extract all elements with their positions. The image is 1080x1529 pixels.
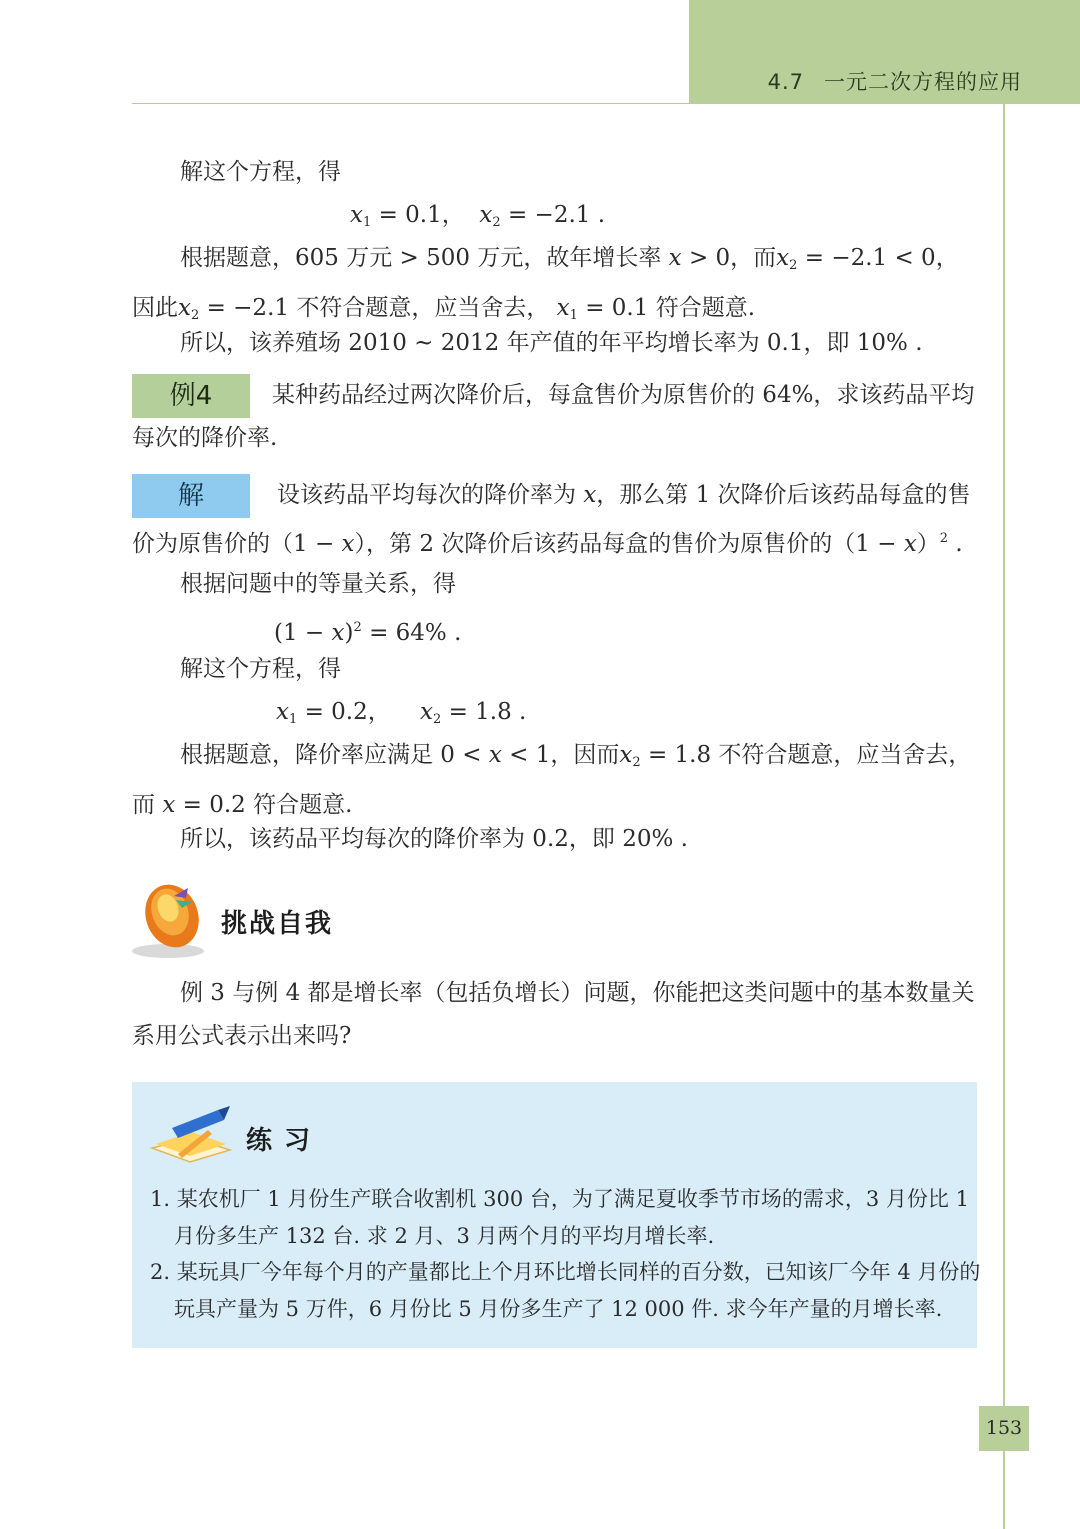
example-4-problem: 某种药品经过两次降价后，每盒售价为原售价的 64%，求该药品平均每次的降价率. — [132, 382, 975, 451]
main-equation: $(1 - x)^2 = 64\%$ . — [274, 620, 462, 646]
header-rule — [132, 103, 689, 104]
solve-intro-2: 解这个方程，得 — [180, 656, 341, 682]
page-number: 153 — [979, 1406, 1029, 1451]
relation-intro: 根据问题中的等量关系，得 — [180, 571, 456, 597]
practice-box — [132, 1082, 981, 1348]
section-number: 4.7 — [767, 70, 804, 94]
practice-title: 练习 — [246, 1126, 323, 1156]
conclusion-1: 所以，该养殖场 2010 ~ 2012 年产值的年平均增长率为 0.1，即 10% . — [180, 330, 923, 356]
conclusion-2: 所以，该药品平均每次的降价率为 0.2，即 20% . — [180, 826, 688, 852]
target-icon — [130, 878, 210, 960]
exercise-item: 1. 某农机厂 1 月份生产联合收割机 300 台，为了满足夏收季节市场的需求，3 月份比 1 月份多生产 132 台. 求 2 月、3 月两个月的平均月增长率. — [150, 1187, 969, 1248]
solve-intro-1: 解这个方程，得 — [180, 159, 341, 185]
challenge-text: 例 3 与例 4 都是增长率（包括负增长）问题，你能把这类问题中的基本数量关系用公式表示出来吗? — [132, 980, 975, 1049]
reasoning-paragraph: 根据题意，605 万元 > 500 万元，故年增长率 x > 0，而$x_2 = -2.1 < 0$，因此$x_2 = -2.1$ 不符合题意，应当舍去， $x_1 = 0.1$ 符合题意. — [132, 245, 959, 323]
book-pencil-icon — [148, 1104, 234, 1168]
challenge-title: 挑战自我 — [221, 909, 334, 939]
roots-equation-1: $x_1 = 0.1$， $x_2 = -2.1$ . — [350, 202, 606, 230]
exercise-item: 2. 某玩具厂今年每个月的产量都比上个月环比增长同样的百分数，已知该厂今年 4 月份的玩具产量为 5 万件，6 月份比 5 月份多生产了 12 000 件. 求今年产量的月增长率. — [150, 1260, 981, 1321]
side-rule — [1003, 104, 1005, 1529]
solution-label: 解 — [132, 474, 250, 518]
roots-equation-2: $x_1 = 0.2$， $x_2 = 1.8$ . — [276, 699, 527, 727]
section-title: 一元二次方程的应用 — [824, 70, 1022, 94]
solution-setup: 设该药品平均每次的降价率为 x，那么第 1 次降价后该药品每盒的售价为原售价的（1 − x），第 2 次降价后该药品每盒的售价为原售价的$(1 - x)^2$ . — [132, 482, 971, 557]
check-paragraph: 根据题意，降价率应满足 0 < x < 1，因而$x_2 = 1.8$ 不符合题意，应当舍去，而 x = 0.2 符合题意. — [132, 742, 972, 818]
section-header — [768, 66, 1022, 96]
example-4-label: 例4 — [132, 374, 250, 418]
